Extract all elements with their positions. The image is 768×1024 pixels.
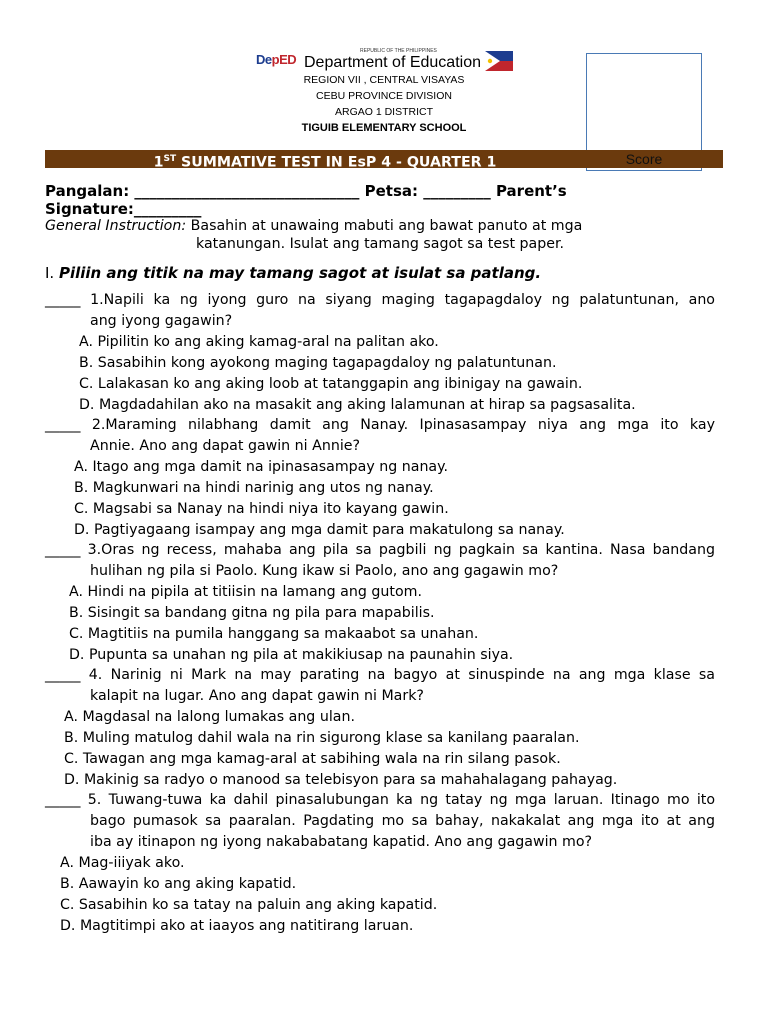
q3-choice-b: B. Sisingit sa bandang gitna ng pila para mapabilis. — [69, 605, 435, 621]
q3-choice-d: D. Pupunta sa unahan ng pila at makikiusap na paunahin siya. — [69, 647, 514, 663]
q4-choice-a: A. Magdasal na lalong lumakas ang ulan. — [64, 709, 355, 725]
signature-line: Signature:_________ — [45, 200, 202, 218]
q1-choice-a: A. Pipilitin ko ang aking kamag-aral na palitan ako. — [79, 334, 439, 350]
question-3-line-1: _____ 3.Oras ng recess, mahaba ang pila sa pagbili ng pagkain sa kantina. Nasa bandang — [45, 542, 715, 558]
general-instruction — [45, 218, 582, 234]
q4-choice-c: C. Tawagan ang mga kamag-aral at sabihing wala na rin silang pasok. — [64, 751, 561, 767]
q3-choice-c: C. Magtitiis na pumila hanggang sa makaabot sa unahan. — [69, 626, 479, 642]
question-1-line-1: _____ 1.Napili ka ng iyong guro na siyang maging tagapagdaloy ng palatuntunan, ano — [45, 292, 715, 308]
q5-choice-c: C. Sasabihin ko sa tatay na paluin ang aking kapatid. — [60, 897, 438, 913]
instruction-label: General Instruction: — [45, 218, 187, 234]
instruction-text: Basahin at unawaing mabuti ang bawat panuto at mga — [186, 218, 583, 234]
question-1-line-2: ang iyong gagawin? — [90, 313, 233, 329]
test-title: 1ST SUMMATIVE TEST IN EsP 4 - QUARTER 1 — [153, 154, 497, 171]
q2-choice-a: A. Itago ang mga damit na ipinasasampay ng nanay. — [74, 459, 449, 475]
district-text: ARGAO 1 DISTRICT — [334, 106, 433, 118]
q4-choice-d: D. Makinig sa radyo o manood sa telebisyon para sa mahahalagang pahayag. — [64, 772, 618, 788]
q5-choice-b: B. Aawayin ko ang aking kapatid. — [60, 876, 297, 892]
question-2-line-1: _____ 2.Maraming nilabhang damit ang Nanay. Ipinasasampay niya ang mga ito kay — [45, 417, 715, 433]
school-name: TIGUIB ELEMENTARY SCHOOL — [301, 122, 467, 134]
question-5-line-3: iba ay itinapon ng iyong nakababatang kapatid. Ano ang gagawin mo? — [90, 834, 593, 850]
q2-choice-d: D. Pagtiyagaang isampay ang mga damit para makatulong sa nanay. — [74, 522, 565, 538]
republic-text: REPUBLIC OF THE PHILIPPINES — [360, 48, 437, 54]
department-name: Department of Education — [304, 54, 481, 71]
instruction-text-2: katanungan. Isulat ang tamang sagot sa test paper. — [196, 236, 565, 252]
q5-choice-d: D. Magtitimpi ako at iaayos ang natitirang laruan. — [60, 918, 414, 934]
philippine-flag-icon — [485, 51, 513, 71]
region-text: REGION VII , CENTRAL VISAYAS — [303, 74, 465, 86]
question-2-line-2: Annie. Ano ang dapat gawin ni Annie? — [90, 438, 361, 454]
q2-choice-c: C. Magsabi sa Nanay na hindi niya ito kayang gawin. — [74, 501, 449, 517]
q5-choice-a: A. Mag-iiiyak ako. — [60, 855, 185, 871]
question-3-line-2: hulihan ng pila si Paolo. Kung ikaw si Paolo, ano ang gagawin mo? — [90, 563, 559, 579]
division-text: CEBU PROVINCE DIVISION — [316, 90, 452, 102]
name-date-line: Pangalan: ______________________________ Petsa: _________ Parent’s — [45, 182, 567, 200]
deped-logo: DepED — [256, 52, 297, 67]
q4-choice-b: B. Muling matulog dahil wala na rin sigurong klase sa kanilang paaralan. — [64, 730, 580, 746]
question-5-line-1: _____ 5. Tuwang-tuwa ka dahil pinasalubungan ka ng tatay ng mga laruan. Itinago mo ito — [45, 792, 715, 808]
question-4-line-1: _____ 4. Narinig ni Mark na may parating na bagyo at sinuspinde na ang mga klase sa — [45, 667, 715, 683]
score-label: Score — [625, 151, 663, 167]
part-1-heading: I. Piliin ang titik na may tamang sagot at isulat sa patlang. — [45, 264, 542, 282]
q3-choice-a: A. Hindi na pipila at titiisin na lamang ang gutom. — [69, 584, 422, 600]
q1-choice-d: D. Magdadahilan ako na masakit ang aking lalamunan at hirap sa pagsasalita. — [79, 397, 636, 413]
question-4-line-2: kalapit na lugar. Ano ang dapat gawin ni Mark? — [90, 688, 424, 704]
q2-choice-b: B. Magkunwari na hindi narinig ang utos ng nanay. — [74, 480, 434, 496]
question-5-line-2: bago pumasok sa paaralan. Pagdating mo sa bahay, nakakalat ang mga ito at ang — [90, 813, 715, 829]
q1-choice-c: C. Lalakasan ko ang aking loob at tatanggapin ang ibinigay na gawain. — [79, 376, 583, 392]
q1-choice-b: B. Sasabihin kong ayokong maging tagapagdaloy ng palatuntunan. — [79, 355, 557, 371]
